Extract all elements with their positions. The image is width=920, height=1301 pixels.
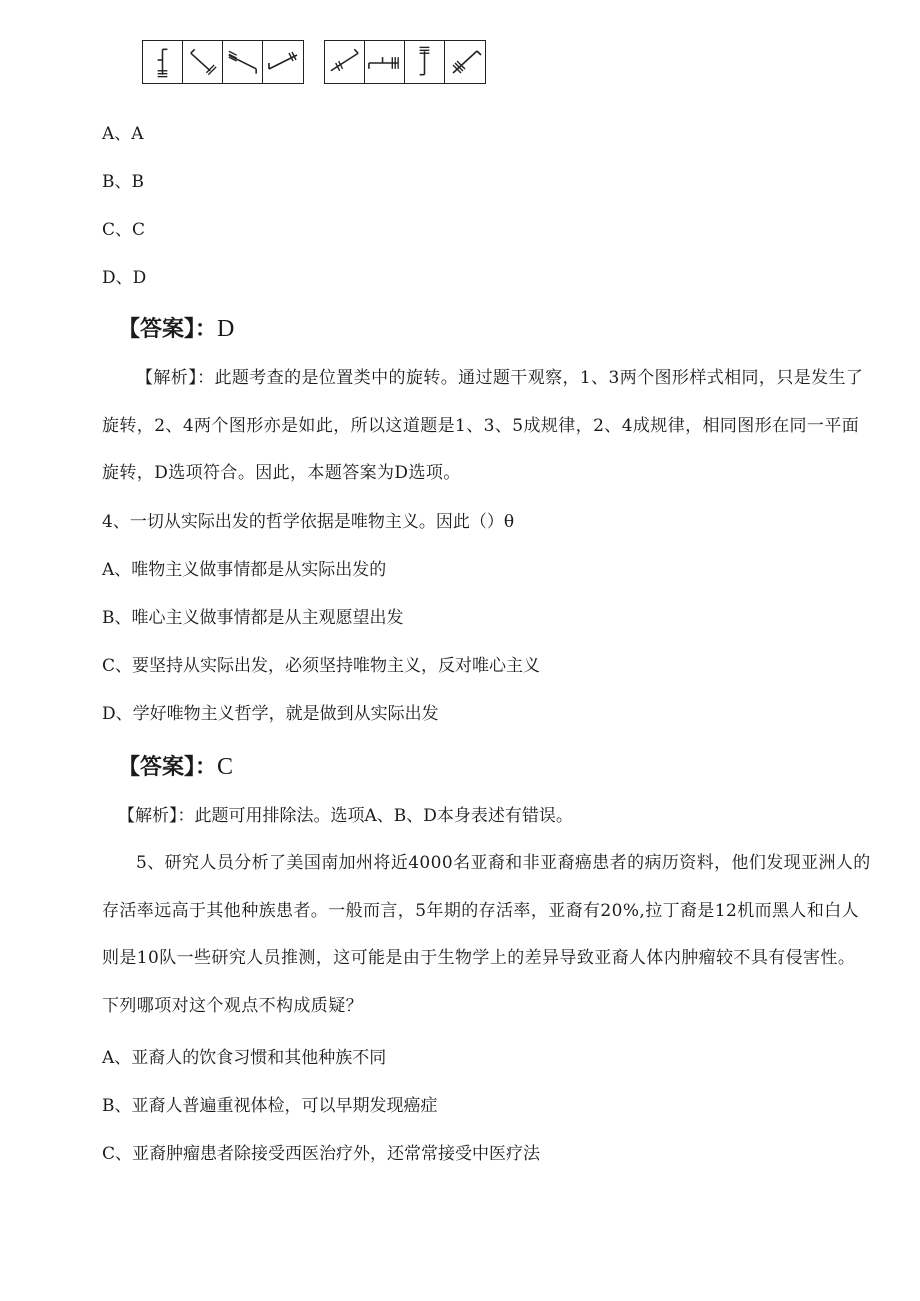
q4-option-a: A、唯物主义做事情都是从实际出发的	[102, 560, 387, 580]
q4-analysis: 【解析】：此题可用排除法。选项A、B、D本身表述有错误。	[118, 806, 573, 826]
figure-cell-3	[223, 41, 263, 83]
q4-answer	[118, 752, 233, 782]
figure-cell-1	[143, 41, 183, 83]
figure-cell-option-b	[365, 41, 405, 83]
q3-option-b: B、B	[102, 172, 144, 192]
figure-cell-2	[183, 41, 223, 83]
figure-cell-4	[263, 41, 303, 83]
rotated-bar-figure-d	[445, 41, 485, 83]
figure-cell-option-c	[405, 41, 445, 83]
q4-option-b: B、唯心主义做事情都是从主观愿望出发	[102, 608, 404, 628]
q4-option-c: C、要坚持从实际出发，必须坚持唯物主义，反对唯心主义	[102, 656, 541, 676]
q5-option-a: A、亚裔人的饮食习惯和其他种族不同	[102, 1048, 387, 1068]
q5-stem: 5、研究人员分析了美国南加州将近4000名亚裔和非亚裔癌患者的病历资料，他们发现亚洲人的存活率远高于其他种族患者。一般而言，5年期的存活率，亚裔有20%,拉丁裔是12机而黑人和白人则是10队一些研究人员推测，这可能是由于生物学上的差异导致亚裔人体内肿瘤较不具有侵害性。下列哪项对这个观点不构成质疑？	[102, 853, 871, 1016]
answer-value: C	[217, 754, 234, 780]
q5-option-b: B、亚裔人普遍重视体检，可以早期发现癌症	[102, 1096, 438, 1116]
figure-group-options	[324, 40, 486, 84]
q3-option-a: A、A	[102, 124, 144, 144]
rotated-bar-figure-4	[263, 41, 303, 83]
rotated-bar-figure-3	[223, 41, 262, 83]
figure-cell-option-a	[325, 41, 365, 83]
answer-label: 【答案】：	[118, 316, 218, 342]
q4-stem: 4、一切从实际出发的哲学依据是唯物主义。因此（）θ	[102, 512, 515, 532]
rotated-bar-figure-2	[183, 41, 222, 83]
rotated-bar-figure-a	[325, 41, 364, 83]
q3-analysis: 【解析】：此题考查的是位置类中的旋转。通过题干观察，1、3两个图形样式相同，只是发生了旋转，2、4两个图形亦是如此，所以这道题是1、3、5成规律，2、4成规律，相同图形在同一平面旋转，D选项符合。因此，本题答案为D选项。	[102, 368, 864, 483]
answer-value: D	[217, 316, 235, 342]
rotated-bar-figure-1	[143, 41, 182, 83]
q3-option-c: C、C	[102, 220, 146, 240]
answer-label: 【答案】：	[118, 754, 218, 780]
rotated-bar-figure-b	[365, 41, 404, 83]
figure-group-question	[142, 40, 304, 84]
q3-option-d: D、D	[102, 268, 147, 288]
q5-option-c: C、亚裔肿瘤患者除接受西医治疗外，还常常接受中医疗法	[102, 1144, 541, 1164]
figure-cell-option-d	[445, 41, 485, 83]
rotated-bar-figure-c	[405, 41, 444, 83]
q4-option-d: D、学好唯物主义哲学，就是做到从实际出发	[102, 704, 439, 724]
q3-answer	[118, 314, 234, 344]
